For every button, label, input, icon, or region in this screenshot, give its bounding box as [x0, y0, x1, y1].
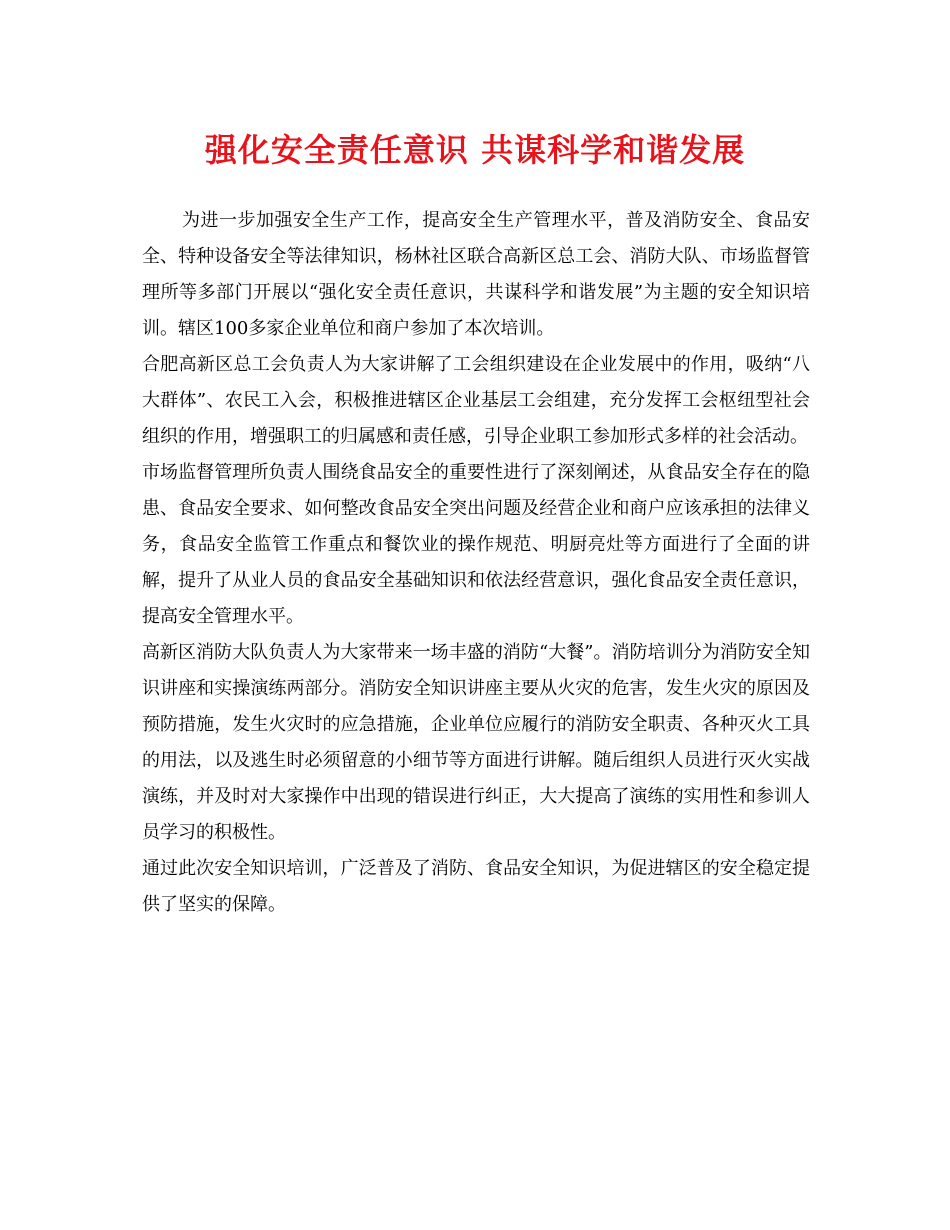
paragraph-fire-safety: 高新区消防大队负责人为大家带来一场丰盛的消防“大餐”。消防培训分为消防安全知识讲座和实操演练两部分。消防安全知识讲座主要从火灾的危害，发生火灾的原因及预防措施，发生火灾时的应急措施，企业单位应履行的消防安全职责、各种灭火工具的用法，以及逃生时必须留意的小细节等方面进行讲解。随后组织人员进行灭火实战演练，并及时对大家操作中出现的错误进行纠正，大大提高了演练的实用性和参训人员学习的积极性。	[142, 642, 810, 843]
paragraph-trade-union: 合肥高新区总工会负责人为大家讲解了工会组织建设在企业发展中的作用，吸纳“八大群体”、农民工入会，积极推进辖区企业基层工会组建，充分发挥工会枢纽型社会组织的作用，增强职工的归属感和责任感，引导企业职工参加形式多样的社会活动。	[142, 354, 810, 447]
article-body	[142, 203, 810, 923]
page-title: 强化安全责任意识 共谋科学和谐发展	[204, 131, 746, 169]
paragraph-food-safety: 市场监督管理所负责人围绕食品安全的重要性进行了深刻阐述，从食品安全存在的隐患、食品安全要求、如何整改食品安全突出问题及经营企业和商户应该承担的法律义务，食品安全监管工作重点和餐饮业的操作规范、明厨亮灶等方面进行了全面的讲解，提升了从业人员的食品安全基础知识和依法经营意识，强化食品安全责任意识，提高安全管理水平。	[142, 462, 810, 627]
paragraph-intro: 为进一步加强安全生产工作，提高安全生产管理水平，普及消防安全、食品安全、特种设备安全等法律知识，杨林社区联合高新区总工会、消防大队、市场监督管理所等多部门开展以“强化安全责任意识，共谋科学和谐发展”为主题的安全知识培训。辖区100多家企业单位和商户参加了本次培训。	[142, 210, 810, 339]
paragraph-conclusion: 通过此次安全知识培训，广泛普及了消防、食品安全知识，为促进辖区的安全稳定提供了坚实的保障。	[142, 858, 810, 915]
